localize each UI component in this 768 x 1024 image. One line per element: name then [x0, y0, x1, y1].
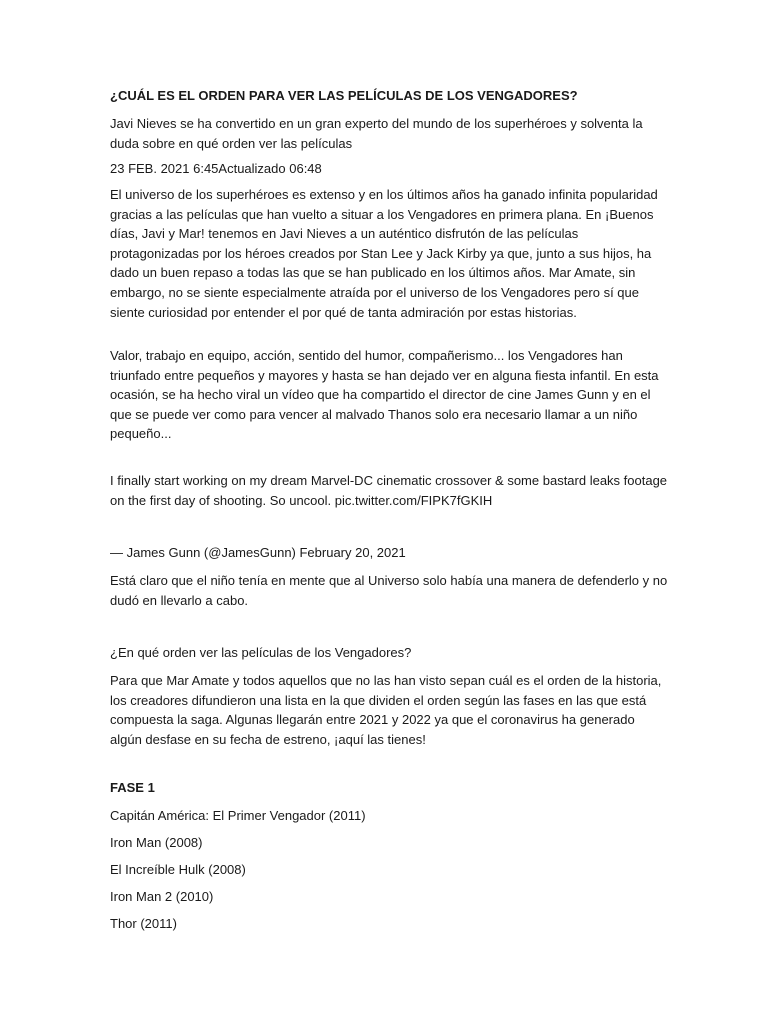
tweet-text: I finally start working on my dream Marvel-DC cinematic crossover & some bastard leaks footage on the first day of shooting. So uncool. pic.twitter.com/FIPK7fGKIH: [110, 473, 668, 508]
article-title: ¿CUÁL ES EL ORDEN PARA VER LAS PELÍCULAS DE LOS VENGADORES?: [110, 88, 578, 103]
movie-list-item: Capitán América: El Primer Vengador (2011): [110, 808, 366, 823]
phase-heading: FASE 1: [110, 780, 155, 795]
paragraph-order: Para que Mar Amate y todos aquellos que no las han visto sepan cuál es el orden de la historia, los creadores difundieron una lista en la que dividen el orden según las fases en las que está compuesta la saga. Algunas llegarán entre 2021 y 2022 ya que el coronavirus ha generado algún desfase en su fecha de estreno, ¡aquí las tienes!: [110, 673, 662, 747]
movie-list-item: El Increíble Hulk (2008): [110, 862, 246, 877]
article-date: 23 FEB. 2021 6:45Actualizado 06:48: [110, 161, 322, 176]
article-subtitle: Javi Nieves se ha convertido en un gran experto del mundo de los superhéroes y solventa la duda sobre en qué orden ver las películas: [110, 116, 643, 151]
movie-list-item: Iron Man (2008): [110, 835, 203, 850]
paragraph-conclusion: Está claro que el niño tenía en mente que al Universo solo había una manera de defenderlo y no dudó en llevarlo a cabo.: [110, 573, 668, 608]
movie-list-item: Iron Man 2 (2010): [110, 889, 214, 904]
paragraph-valor: Valor, trabajo en equipo, acción, sentido del humor, compañerismo... los Vengadores han triunfado entre pequeños y mayores y hasta se han dejado ver en alguna fiesta infantil. En esta ocasión, se ha hecho viral un vídeo que ha compartido el director de cine James Gunn y en el que se puede ver como para vencer al malvado Thanos solo era necesario llamar a un niño pequeño...: [110, 348, 659, 442]
tweet-attribution: — James Gunn (@JamesGunn) February 20, 2021: [110, 545, 406, 560]
section-heading: ¿En qué orden ver las películas de los Vengadores?: [110, 645, 412, 660]
movie-list-item: Thor (2011): [110, 916, 177, 931]
paragraph-intro: El universo de los superhéroes es extenso y en los últimos años ha ganado infinita popularidad gracias a las películas que han vuelto a situar a los Vengadores en primera plana. En ¡Buenos días, Javi y Mar! tenemos en Javi Nieves a un auténtico disfrutón de las películas protagonizadas por los héroes creados por Stan Lee y Jack Kirby ya que, junto a sus hijos, ha dado un buen repaso a todas las que se han publicado en los últimos años. Mar Amate, sin embargo, no se siente especialmente atraída por el universo de los Vengadores pero sí que siente curiosidad por entender el por qué de tanta admiración por estas historias.: [110, 187, 658, 320]
